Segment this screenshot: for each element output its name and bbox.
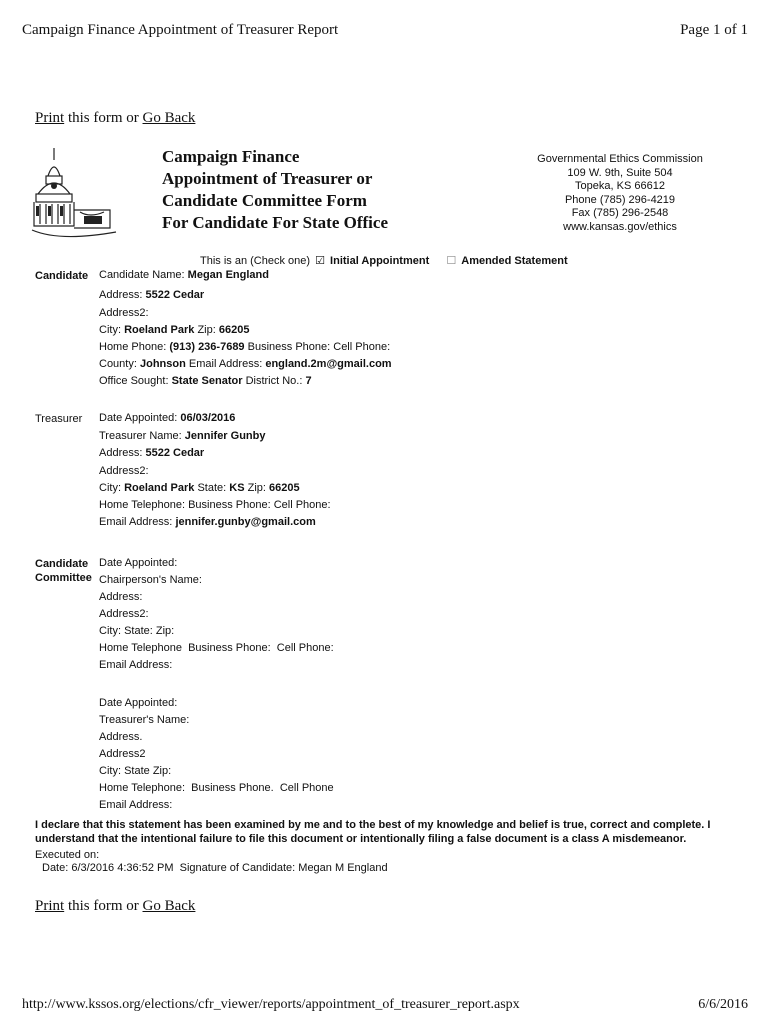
commission-phone: Phone (785) 296-4219 [564,193,676,206]
nav-text-bottom: this form or [64,898,143,914]
candidate-email-value: england.2m@gmail.com [265,358,392,370]
committee-treasurer-city-label: City: [99,765,121,777]
treasurer-city-row [99,482,300,494]
candidate-city-value: Roeland Park [124,324,195,336]
committee-city-label: City: [99,625,121,637]
treasurer-business-phone-label: Business Phone: [188,499,271,511]
committee-phone-row [99,642,334,654]
candidate-email-label: Email Address: [188,358,263,370]
initial-appointment-checkbox-icon[interactable]: ☑ [315,255,325,267]
committee-address-label: Address: [99,591,143,603]
treasurer-address2-label: Address2: [99,465,149,477]
print-form-link[interactable]: Print [35,110,65,126]
candidate-office-row [99,375,312,387]
committee-chair-label: Chairperson's Name: [99,574,202,586]
commission-name: Governmental Ethics Commission [537,153,703,165]
signature-value: Megan M England [298,862,388,874]
committee-city-row [99,625,174,637]
go-back-link[interactable]: Go Back [142,110,196,126]
kansas-capitol-seal-icon [30,146,118,246]
executed-on-label: Executed on: [35,849,100,861]
committee-date-label: Date Appointed: [99,557,178,569]
committee-treasurer-business-phone-label: Business Phone. [191,782,274,794]
treasurer-name-label: Treasurer Name: [99,430,182,442]
candidate-address-row [99,289,204,301]
committee-treasurer-address-label: Address. [99,731,143,743]
treasurer-name-value: Jennifer Gunby [184,430,266,442]
execution-date-value: 6/3/2016 4:36:52 PM [71,862,174,874]
committee-treasurer-city-row [99,765,171,777]
execution-row [42,862,388,874]
candidate-name-label: Candidate Name: [99,269,185,281]
treasurer-email-value: jennifer.gunby@gmail.com [175,516,316,528]
committee-home-phone-label: Home Telephone [99,642,182,654]
print-form-link-bottom[interactable]: Print [35,898,65,914]
treasurer-address-label: Address: [99,447,143,459]
footer-date: 6/6/2016 [698,997,748,1012]
form-title-line1: Campaign Finance [162,147,300,166]
check-prompt: This is an (Check one) [200,255,311,267]
nav-text: this form or [64,110,143,126]
committee-treasurer-date-label: Date Appointed: [99,697,178,709]
commission-address2: Topeka, KS 66612 [575,180,665,192]
initial-appointment-label: Initial Appointment [330,255,430,267]
committee-treasurer-name-label: Treasurer's Name: [99,714,190,726]
treasurer-date-label: Date Appointed: [99,412,178,424]
treasurer-date-value: 06/03/2016 [180,412,236,424]
committee-address2-label: Address2: [99,608,149,620]
form-title [162,146,388,234]
treasurer-home-phone-label: Home Telephone: [99,499,186,511]
committee-state-label: State: [124,625,153,637]
treasurer-section-label: Treasurer [35,413,83,425]
treasurer-zip-label: Zip: [247,482,266,494]
declaration-text: I declare that this statement has been examined by me and to the best of my knowledge and belief is true, correct and complete. I understand that the intentional failure to file this document or intentionally filing a false document is a class A misdemeanor. [35,819,711,845]
candidate-name-row [99,269,269,281]
candidate-city-label: City: [99,324,121,336]
candidate-office-label: Office Sought: [99,375,169,387]
form-title-line3: Candidate Committee Form [162,191,367,210]
candidate-zip-label: Zip: [197,324,216,336]
commission-fax: Fax (785) 296-2548 [571,207,669,219]
candidate-section-label: Candidate [35,270,89,282]
treasurer-city-label: City: [99,482,121,494]
candidate-address-label: Address: [99,289,143,301]
treasurer-state-label: State: [197,482,227,494]
treasurer-zip-value: 66205 [269,482,300,494]
bottom-nav [35,898,195,915]
committee-section-label [35,557,92,585]
candidate-district-label: District No.: [245,375,303,387]
committee-email-label: Email Address: [99,659,173,671]
form-title-line2: Appointment of Treasurer or [162,169,373,188]
treasurer-phone-row [99,499,331,511]
committee-section-label-line1: Candidate [35,558,89,570]
footer-url: http://www.kssos.org/elections/cfr_viewer/reports/appointment_of_treasurer_report.aspx [22,997,520,1012]
candidate-address-value: 5522 Cedar [145,289,205,301]
committee-cell-phone-label: Cell Phone: [276,642,334,654]
treasurer-address-row [99,447,204,459]
candidate-county-row [99,358,392,370]
commission-web: www.kansas.gov/ethics [563,220,677,233]
treasurer-cell-phone-label: Cell Phone: [273,499,331,511]
report-header-title: Campaign Finance Appointment of Treasurer Report [22,22,339,38]
commission-address1: 109 W. 9th, Suite 504 [567,166,673,179]
treasurer-city-value: Roeland Park [124,482,195,494]
candidate-home-phone-value: (913) 236-7689 [169,341,245,353]
amended-statement-label: Amended Statement [461,255,568,267]
committee-zip-label: Zip: [155,625,175,637]
committee-treasurer-zip-label: Zip: [152,765,172,777]
committee-treasurer-cell-phone-label: Cell Phone [279,782,334,794]
treasurer-name-row [99,430,265,442]
candidate-home-phone-label: Home Phone: [99,341,167,353]
committee-treasurer-phone-row [99,782,334,794]
candidate-phone-row [99,341,390,353]
candidate-district-value: 7 [305,375,312,387]
committee-section-label-line2: Committee [35,572,92,584]
appointment-type-line [200,254,568,267]
commission-contact [520,153,720,234]
treasurer-email-row [99,516,316,528]
signature-label: Signature of Candidate: [179,862,296,874]
candidate-county-label: County: [99,358,137,370]
candidate-county-value: Johnson [139,358,186,370]
treasurer-state-value: KS [229,482,245,494]
top-nav [35,110,195,127]
execution-date-label: Date: [42,862,69,874]
go-back-link-bottom[interactable]: Go Back [142,898,196,914]
candidate-city-row [99,324,249,336]
page-number: Page 1 of 1 [680,22,748,38]
candidate-name-value: Megan England [187,269,269,281]
candidate-cell-phone-label: Cell Phone: [333,341,391,353]
committee-treasurer-home-phone-label: Home Telephone: [99,782,186,794]
candidate-business-phone-label: Business Phone: [247,341,331,353]
treasurer-date-row [99,412,235,424]
committee-business-phone-label: Business Phone: [188,642,271,654]
candidate-address2-label: Address2: [99,307,149,319]
treasurer-email-label: Email Address: [99,516,173,528]
candidate-zip-value: 66205 [218,324,250,336]
committee-treasurer-email-label: Email Address: [99,799,173,811]
treasurer-address-value: 5522 Cedar [145,447,205,459]
form-title-line4: For Candidate For State Office [162,213,388,232]
candidate-office-value: State Senator [171,375,243,387]
amended-statement-checkbox-icon[interactable]: ☐ [446,255,457,267]
committee-treasurer-address2-label: Address2 [99,748,146,760]
committee-treasurer-state-label: State [124,765,150,777]
